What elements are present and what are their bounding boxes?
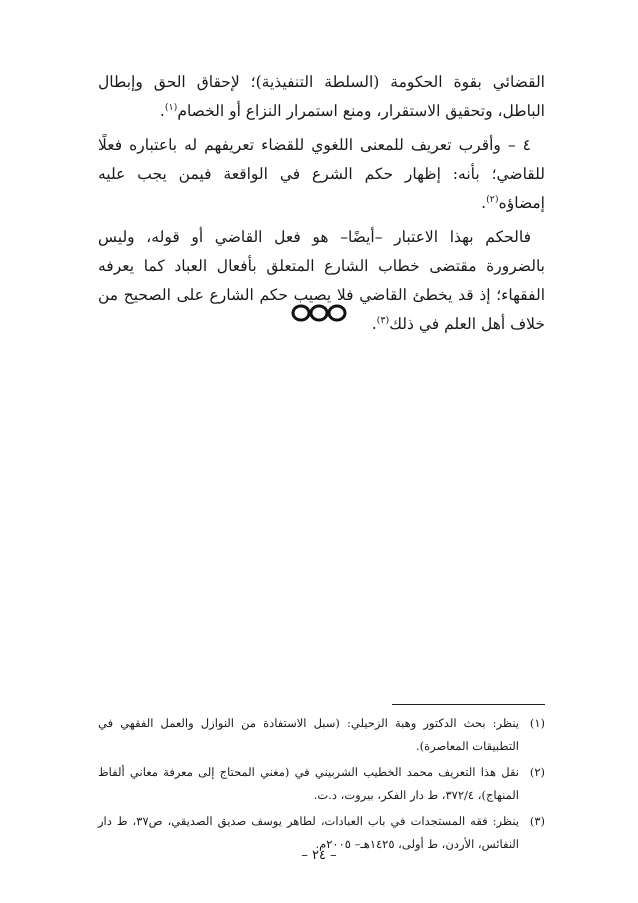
paragraph-2: ٤ – وأقرب تعريف للمعنى اللغوي للقضاء تعريفهم له باعتباره فعلًا للقاضي؛ بأنه: إظهار حكم الشرع في الواقعة فيمن يجب عليه إمضاؤه$^{(٢)}$.	[98, 136, 545, 212]
footnote-text: نقل هذا التعريف محمد الخطيب الشربيني في (مغني المحتاج إلى معرفة معاني ألفاظ المنهاج)، ٣٧٢/٤، ط دار الفكر، بيروت، د.ت.	[98, 765, 519, 802]
three-circles-icon	[289, 302, 349, 324]
paragraph-3: فالحكم بهذا الاعتبار –أيضًا– هو فعل القاضي أو قوله، وليس بالضرورة مقتضى خطاب الشارع المتعلق بأفعال العباد كما يعرفه الفقهاء؛ إذ قد يخطئ القاضي فلا يصيب حكم الشارع على الصحيح من خلاف أهل العلم في ذلك$^{(٣)}$.	[98, 228, 545, 333]
footnotes	[98, 712, 545, 859]
footnote-ref-3[interactable]: (٣)	[376, 314, 390, 326]
footnote-text: ينظر: بحث الدكتور وهبة الزحيلي: (سبل الاستفادة من النوازل والعمل الفقهي في التطبيقات المعاصرة).	[98, 716, 519, 753]
paragraph-1: القضائي بقوة الحكومة (السلطة التنفيذية)؛ لإحقاق الحق وإبطال الباطل، وتحقيق الاستقرار، ومنع استمرار النزاع أو الخصام$^{(١)}$.	[98, 73, 545, 120]
footnote-number: (١)	[529, 716, 545, 730]
footnote-2	[98, 761, 545, 807]
footnote-text: ينظر: فقه المستجدات في باب العبادات، لطاهر يوسف صديق الصديقي، ص٣٧، ط دار النفائس، الأردن، ط أولى، ١٤٢٥هـ– ٢٠٠٥م.	[98, 814, 519, 851]
footnote-number: (٢)	[529, 765, 545, 779]
section-divider-ornament	[0, 302, 638, 328]
main-text	[98, 68, 545, 339]
footnote-1	[98, 712, 545, 758]
footnote-separator	[392, 704, 545, 705]
footnote-ref-1[interactable]: (١)	[164, 101, 178, 113]
page-number: – ٢٤ –	[301, 848, 337, 863]
footnote-ref-2[interactable]: (٢)	[486, 193, 499, 205]
footnote-number: (٣)	[529, 814, 545, 828]
